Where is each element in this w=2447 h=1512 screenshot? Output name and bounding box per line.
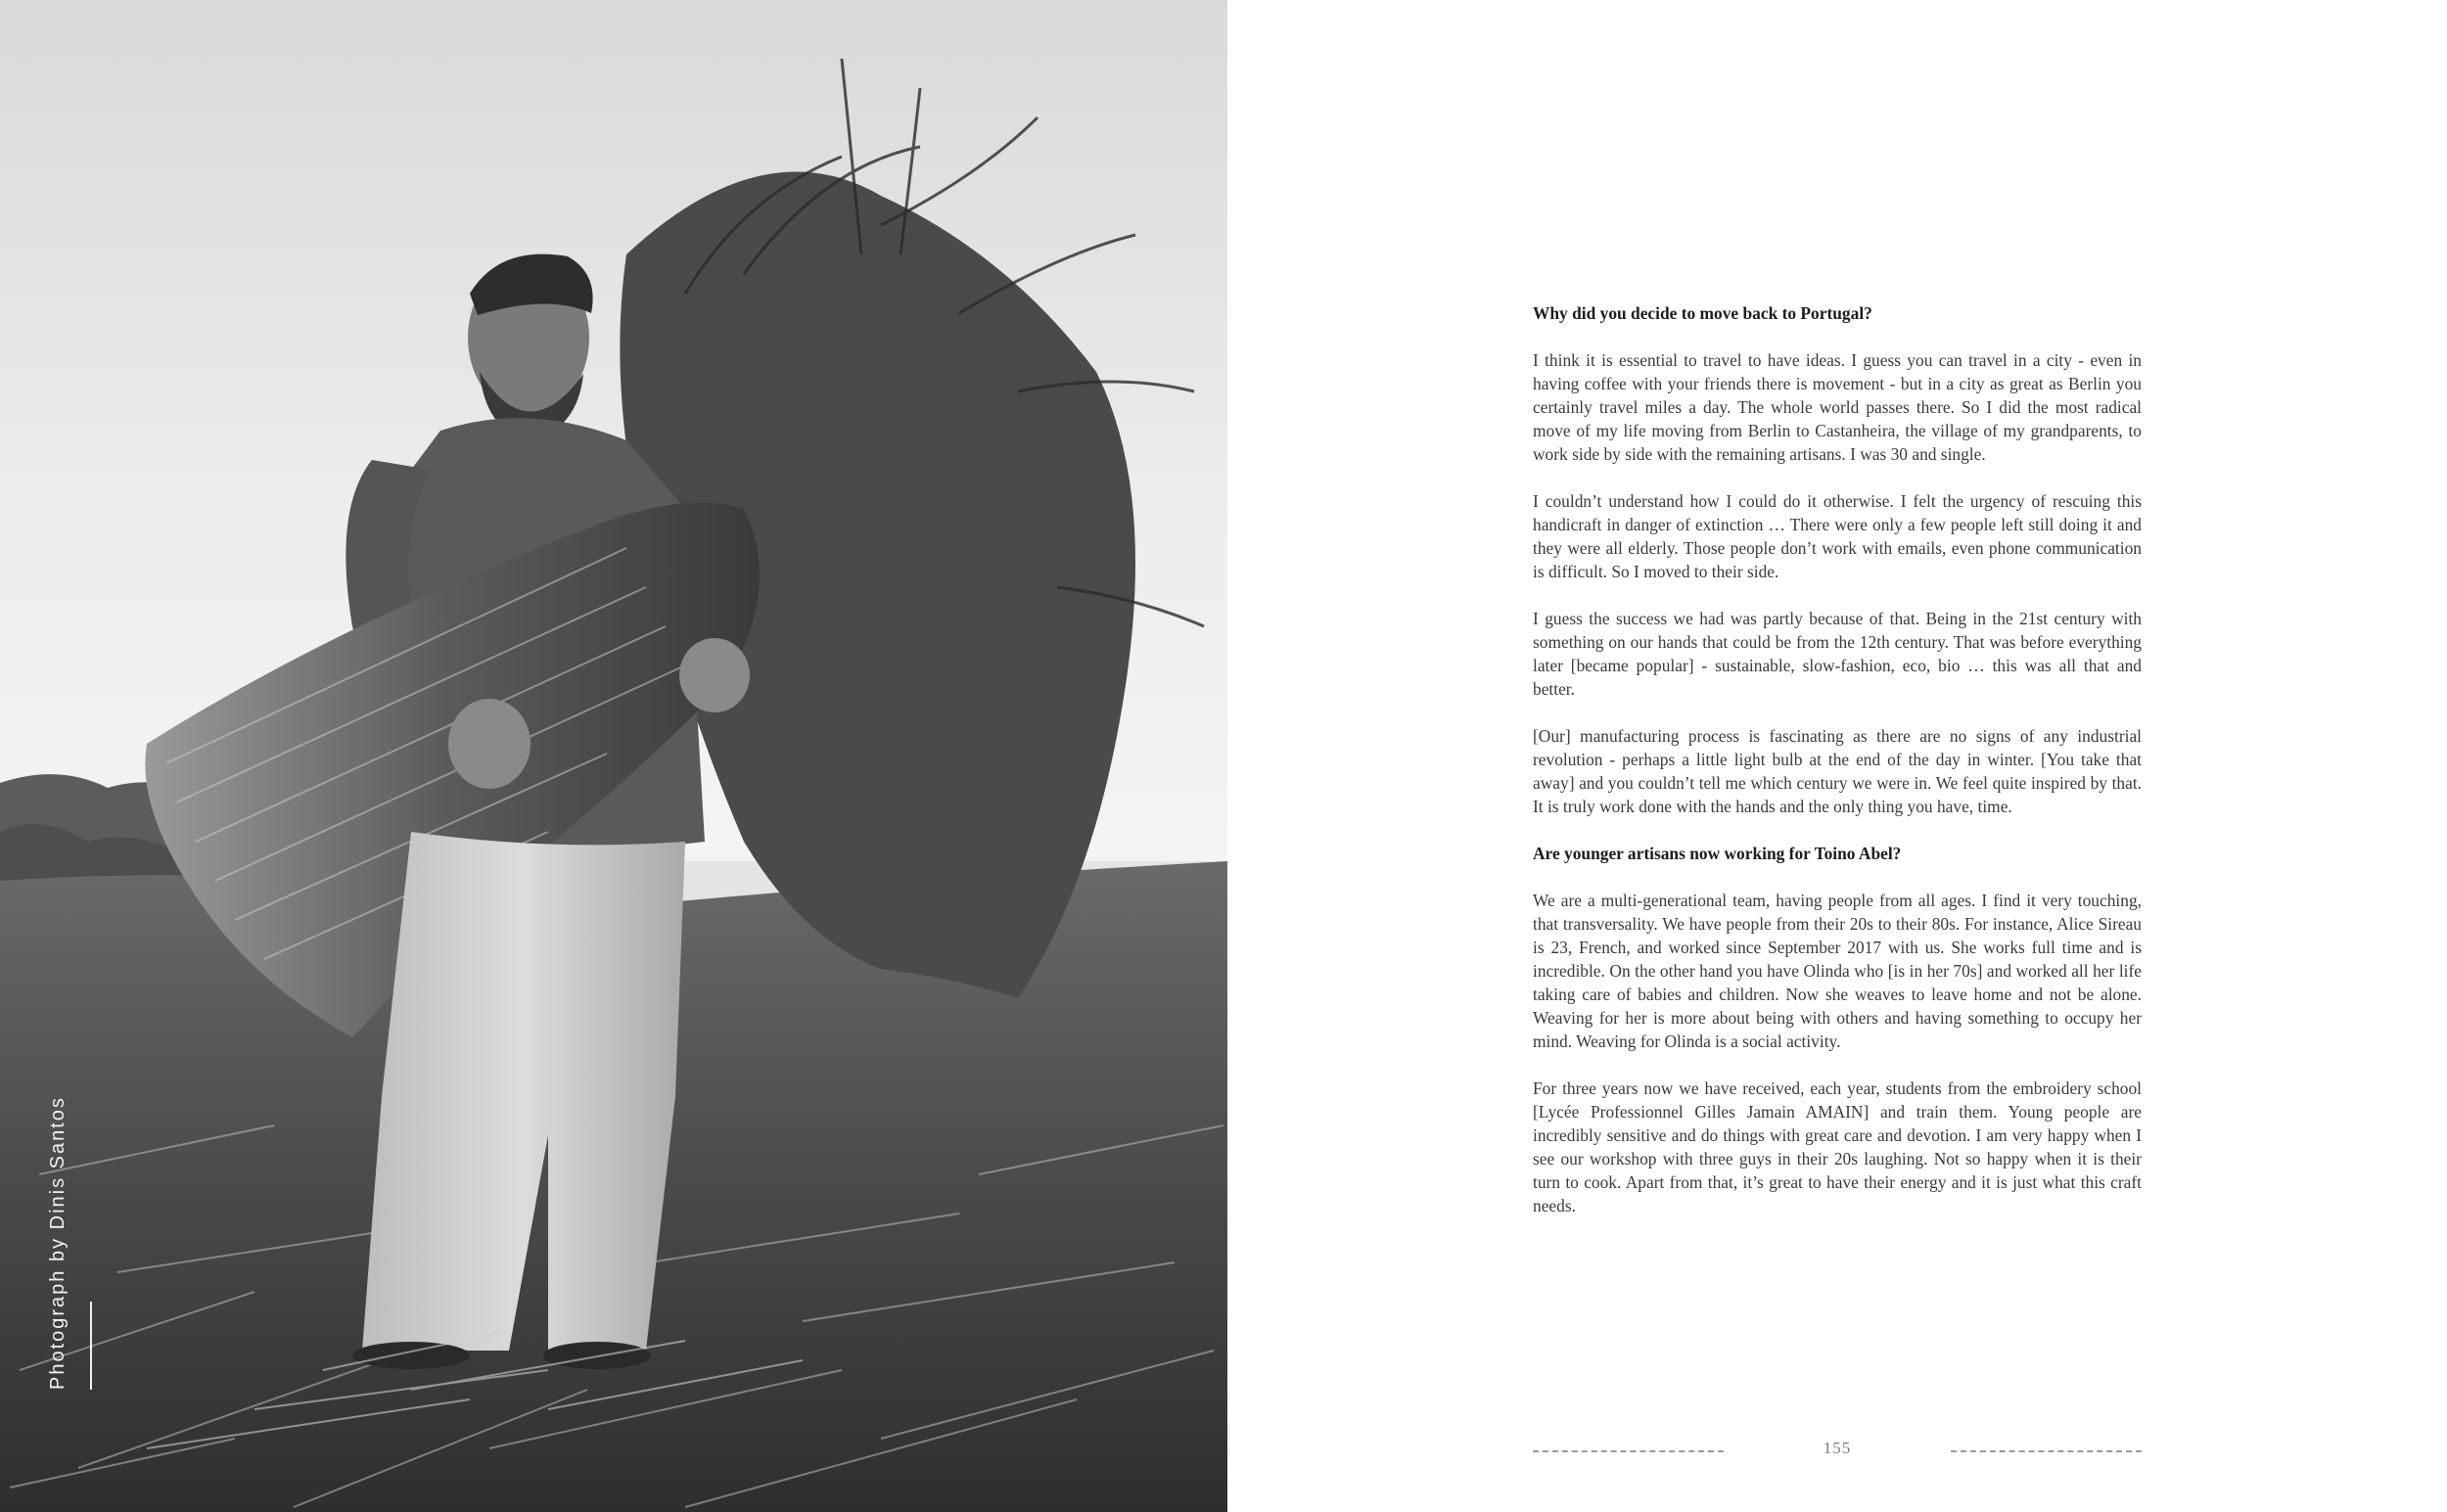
photo-credit: Photograph by Dinis Santos (47, 1096, 69, 1390)
page-footer (1533, 1439, 2142, 1462)
interview-article (1533, 301, 2142, 1241)
man-left-hand (448, 699, 531, 789)
man-shoe-right (543, 1342, 651, 1369)
photo-credit-rule (90, 1302, 92, 1390)
question-heading: Why did you decide to move back to Portugal? (1533, 303, 1872, 323)
answer-paragraph: I guess the success we had was partly because of that. Being in the 21st century with something on our hands that could be from the 12th century. That was before everything later [became popular] - sustainable, slow-fashion, eco, bio … this was all that and better. (1533, 609, 2142, 699)
question-heading: Are younger artisans now working for Toino Abel? (1533, 844, 1902, 863)
answer-paragraph: [Our] manufacturing process is fascinating as there are no signs of any industrial revolution - perhaps a little light bulb at the end of the day in winter. [You take that away] and you couldn’t tell me which century we were in. We feel quite inspired by that. It is truly work done with the hands and the only thing you have, time. (1533, 726, 2142, 816)
page-number: 155 (1823, 1439, 1852, 1457)
answer-paragraph: We are a multi-generational team, having people from all ages. I find it very touching, that transversality. We have people from their 20s to their 80s. For instance, Alice Sireau is 23, French, and worked since September 2017 with us. She works full time and is incredible. On the other hand you have Olinda who [is in her 70s] and worked all her life taking care of babies and children. Now she weaves to leave home and not be alone. Weaving for her is more about being with others and having something to occupy her mind. Weaving for Olinda is a social activity. (1533, 891, 2142, 1051)
answer-paragraph: I couldn’t understand how I could do it otherwise. I felt the urgency of rescuing this handicraft in danger of extinction … There were only a few people left still doing it and they were all elderly. Those people don’t work with emails, even phone communication is difficult. So I moved to their side. (1533, 491, 2142, 581)
answer-paragraph: I think it is essential to travel to have ideas. I guess you can travel in a city - even in having coffee with your friends there is movement - but in a city as great as Berlin you certainly travel miles a day. The whole world passes there. So I did the most radical move of my life moving from Berlin to Castanheira, the village of my grandparents, to work side by side with the remaining artisans. I was 30 and single. (1533, 350, 2142, 464)
answer-paragraph: For three years now we have received, each year, students from the embroidery school [Lycée Professionnel Gilles Jamain AMAIN] and train them. Young people are incredibly sensitive and do things with great care and devotion. I am very happy when I see our workshop with three guys in their 20s laughing. Not so happy when it is their turn to cook. Apart from that, it’s great to have their energy and it is just what this craft needs. (1533, 1078, 2142, 1215)
footer-rule-right (1951, 1450, 2142, 1452)
man-right-hand (679, 638, 750, 712)
text-page (1227, 0, 2447, 1512)
man-shoe-left (352, 1342, 470, 1369)
